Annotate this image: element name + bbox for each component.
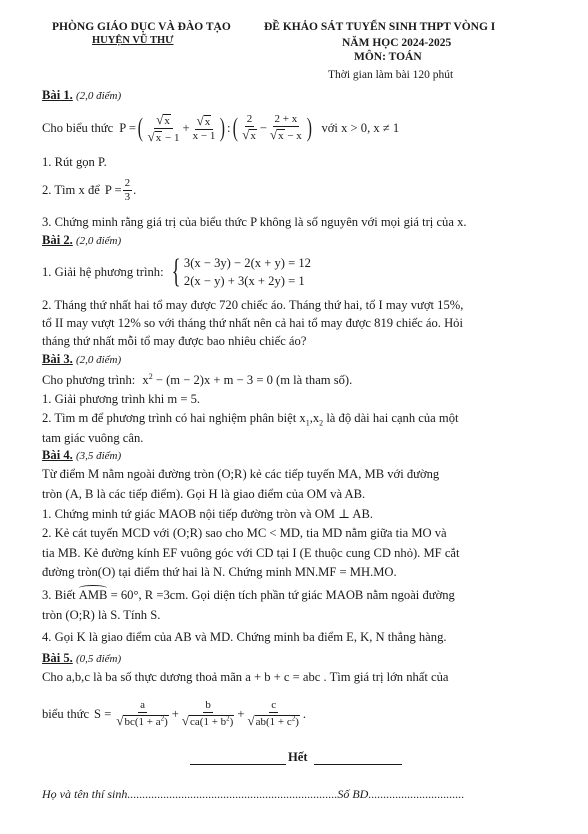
bai4-title: Bài 4. bbox=[42, 448, 73, 462]
bai3-title: Bài 3. bbox=[42, 352, 73, 366]
duration: Thời gian làm bài 120 phút bbox=[328, 69, 454, 81]
bai3-formula-tail: − (m − 2)x + m − 3 = 0 (m là tham số). bbox=[155, 373, 353, 388]
bai2-heading bbox=[42, 233, 121, 248]
bai2-points: (2,0 điểm) bbox=[75, 235, 122, 247]
system-eq1: 3(x − 3y) − 2(x + y) = 12 bbox=[183, 255, 311, 270]
name-blank[interactable]: ...................................................................... bbox=[127, 787, 338, 801]
bai3-q2-text-b: là độ dài hai cạnh của một bbox=[326, 411, 459, 425]
bai3-q2-text-a: 2. Tìm m để phương trình có hai nghiệm phân biệt bbox=[42, 411, 297, 425]
bai1-q2-prefix: 2. Tìm x để bbox=[42, 182, 100, 197]
candidate-info bbox=[42, 787, 464, 802]
bai4-line7-a: 3. Biết bbox=[42, 588, 76, 602]
system-eq2: 2(x − y) + 3(x + 2y) = 1 bbox=[183, 274, 305, 288]
bai5-points: (0,5 điểm) bbox=[75, 653, 122, 665]
bai1-title: Bài 1. bbox=[42, 88, 73, 102]
bai3-q2-line2: tam giác vuông cân. bbox=[42, 431, 144, 445]
bai1-points: (2,0 điểm) bbox=[75, 90, 122, 102]
bai5-title: Bài 5. bbox=[42, 651, 73, 665]
equation-system bbox=[184, 254, 311, 291]
end-rule-right bbox=[314, 764, 402, 765]
bai1-expression bbox=[42, 110, 399, 146]
bai3-intro: Cho phương trình: bbox=[42, 373, 136, 388]
bai4-line7 bbox=[42, 588, 455, 603]
bai1-heading bbox=[42, 88, 121, 103]
bai3-q2-line1 bbox=[42, 411, 459, 428]
bai5-line2 bbox=[42, 692, 306, 736]
bai2-title: Bài 2. bbox=[42, 233, 73, 247]
end-rule-left bbox=[190, 764, 286, 765]
bai4-line8: tròn (O;R) là S. Tính S. bbox=[42, 608, 161, 622]
bai5-prefix: biểu thức bbox=[42, 706, 90, 721]
bai2-q2-line2: tổ II may vượt 12% so với tháng thứ nhất nên cả hai tổ may được 819 chiếc áo. Hỏi bbox=[42, 316, 463, 330]
bai5-line1: Cho a,b,c là ba số thực dương thoả mãn a + b + c = abc . Tìm giá trị lớn nhất của bbox=[42, 670, 449, 684]
bai2-q1-prefix: 1. Giải hệ phương trình: bbox=[42, 264, 164, 279]
sbd-blank[interactable]: ................................ bbox=[368, 787, 465, 801]
exam-title: ĐỀ KHẢO SÁT TUYỂN SINH THPT VÒNG I bbox=[264, 21, 496, 33]
bai3-points: (2,0 điểm) bbox=[75, 354, 122, 366]
bai3-roots: $x_1,x_2$ bbox=[299, 411, 324, 428]
system-brace: { bbox=[171, 253, 181, 290]
bai3-equation bbox=[42, 372, 352, 388]
bai1-intro: Cho biểu thức bbox=[42, 120, 114, 135]
bai4-line9: 4. Gọi K là giao điểm của AB và MD. Chứng minh ba điểm E, K, N thẳng hàng. bbox=[42, 630, 447, 644]
bai1-condition: với x > 0, x ≠ 1 bbox=[321, 120, 400, 135]
name-label: Họ và tên thí sinh bbox=[42, 787, 128, 801]
bai1-q2 bbox=[42, 176, 136, 204]
bai4-heading bbox=[42, 448, 121, 463]
dept-line-2: HUYỆN VŨ THƯ bbox=[92, 35, 174, 46]
bai4-line7-b: = 60°, R =3cm. Gọi diện tích phần tứ giác MAOB nằm ngoài đường bbox=[110, 588, 455, 602]
bai1-formula: P = ( $\frac{√x}{√x - 1}$ + $\frac{√x}{x - 1}$ ) : ( $\frac{2}{√x}$ − $\frac{2 + x}{√x - x}$ ) bbox=[119, 111, 312, 144]
sbd-label: Số BD bbox=[337, 787, 369, 801]
bai4-line1: Từ điểm M nằm ngoài đường tròn (O;R) kẻ các tiếp tuyến MA, MB với đường bbox=[42, 467, 440, 481]
bai1-q1: 1. Rút gọn P. bbox=[42, 155, 107, 169]
dept-line-1: PHÒNG GIÁO DỤC VÀ ĐÀO TẠO bbox=[52, 21, 231, 33]
bai4-line2: tròn (A, B là các tiếp điểm). Gọi H là giao điểm của OM và AB. bbox=[42, 487, 366, 501]
bai4-points: (3,5 điểm) bbox=[75, 450, 122, 462]
bai2-q2-line3: tháng thứ nhất mỗi tổ may được bao nhiêu chiếc áo? bbox=[42, 334, 307, 348]
bai4-line4: 2. Kẻ cát tuyến MCD với (O;R) sao cho MC < MD, tia MD nằm giữa tia MO và bbox=[42, 526, 447, 540]
bai4-line5: tia MB. Kẻ đường kính EF vuông góc với CD tại I (E thuộc cung CD nhỏ). MF cắt bbox=[42, 546, 460, 560]
bai4-line3: 1. Chứng minh tứ giác MAOB nội tiếp đường tròn và OM ⊥ AB. bbox=[42, 507, 374, 521]
bai1-q3: 3. Chứng minh rằng giá trị của biểu thức P không là số nguyên với mọi giá trị của x. bbox=[42, 215, 467, 229]
subject: MÔN: TOÁN bbox=[354, 51, 422, 63]
bai2-q2-line1: 2. Tháng thứ nhất hai tổ may được 720 chiếc áo. Tháng thứ hai, tổ I may vượt 15%, bbox=[42, 298, 464, 312]
bai4-line6: đường tròn(O) tại điểm thứ hai là N. Chứng minh MN.MF = MH.MO. bbox=[42, 565, 397, 579]
bai3-heading bbox=[42, 352, 121, 367]
bai3-q1: 1. Giải phương trình khi m = 5. bbox=[42, 392, 201, 406]
school-year: NĂM HỌC 2024-2025 bbox=[342, 37, 452, 49]
bai1-q2-formula: P = $\frac{2}{3}$ . bbox=[104, 176, 137, 203]
angle-amb: AMB bbox=[78, 588, 108, 602]
bai5-formula: S = $\frac{a}{√bc(1 + a^2)}$ + $\frac{b}{√ca(1 + b^2)}$ + $\frac{c}{√ab(1 + c^2)}$ . bbox=[94, 699, 307, 728]
bai3-formula: $x^2 - (m - 2)x + m - 3 = 0$ (m là tham số). bbox=[142, 372, 353, 388]
bai2-q1 bbox=[42, 252, 311, 292]
end-marker: Hết bbox=[288, 750, 308, 764]
bai5-heading bbox=[42, 651, 121, 666]
